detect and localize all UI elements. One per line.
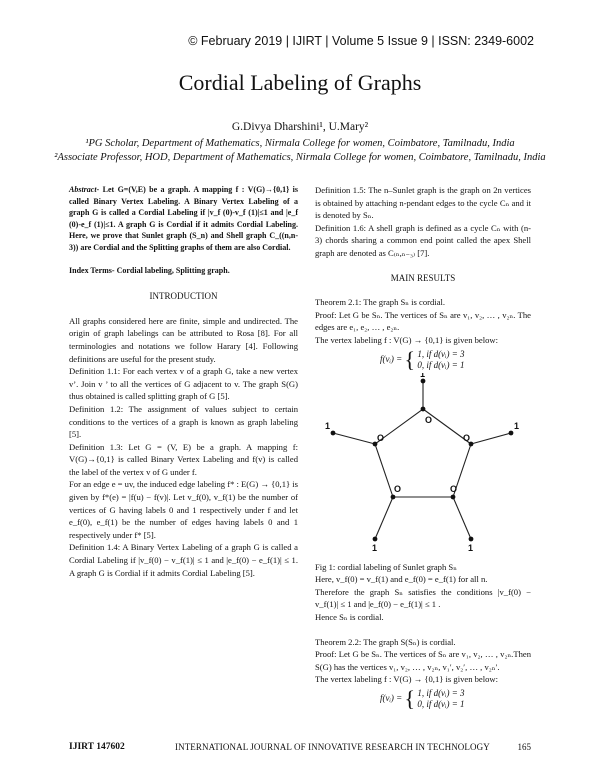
vertex-label-1: 1 bbox=[372, 542, 378, 553]
pendant-edge bbox=[471, 433, 511, 444]
figure-text-3: Hence Sₙ is cordial. bbox=[315, 611, 384, 622]
abstract-label: Abstract- bbox=[69, 185, 100, 194]
affiliation-2: ²Associate Professor, HOD, Department of Mathematics, Nirmala College for women, Coimbatore, Tamilnadu, India bbox=[54, 152, 546, 163]
paper-authors: G.Divya Dharshini¹, U.Mary² bbox=[231, 121, 369, 133]
theorem-2-2-proof: Proof: Let G be Sₙ. The vertices of Sₙ are v₁, v₂, … , v₂ₙ.Then S(G) has the vertices v₁, v₂, … , v₂ₙ, v₁′, v₂′, … , v₂ₙ′. bbox=[315, 649, 531, 672]
pendant-vertex bbox=[509, 430, 514, 435]
pendant-edge bbox=[375, 497, 393, 539]
affiliation-1: ¹PG Scholar, Department of Mathematics, Nirmala College for women, Coimbatore, Tamilnadu, India bbox=[85, 138, 515, 149]
theorem-2-1-labeling-intro: The vertex labeling f : V(G) → {0,1} is given below: bbox=[315, 334, 499, 345]
right-column bbox=[315, 184, 531, 712]
vertex-label-1: 1 bbox=[514, 420, 520, 431]
cycle-vertex bbox=[451, 494, 456, 499]
theorem-2-2-labeling-intro: The vertex labeling f : V(G) → {0,1} is given below: bbox=[315, 674, 499, 685]
figure-text-1: Here, v_f(0) = v_f(1) and e_f(0) = e_f(1) for all n. bbox=[315, 574, 488, 585]
labeling-formula-2 bbox=[315, 685, 531, 711]
figure-caption: Fig 1: cordial labeling of Sunlet graph Sₙ bbox=[315, 561, 457, 572]
formula-case-1: 1, if d(vᵢ) = 3 bbox=[417, 348, 465, 359]
sunlet-graph-svg bbox=[315, 373, 531, 591]
page-header-citation: © February 2019 | IJIRT | Volume 5 Issue 9 | ISSN: 2349-6002 bbox=[188, 34, 534, 48]
formula-case-2: 0, if d(vᵢ) = 1 bbox=[417, 698, 465, 709]
vertex-label-1: 1 bbox=[468, 542, 474, 553]
pendant-edge bbox=[333, 433, 375, 444]
vertex-label-0: O bbox=[450, 483, 458, 494]
formula-case-1: 1, if d(vᵢ) = 3 bbox=[417, 687, 465, 698]
main-results-heading: MAIN RESULTS bbox=[390, 272, 456, 283]
formula-lhs: f(vᵢ) = bbox=[380, 692, 403, 703]
definition-1-5: Definition 1.5: The n–Sunlet graph is the graph on 2n vertices is obtained by attaching n-pendant edges to the cycle Cₙ and it is denoted by Sₙ. bbox=[315, 185, 531, 221]
labeling-formula-1 bbox=[315, 346, 531, 372]
formula-case-2: 0, if d(vᵢ) = 1 bbox=[417, 359, 465, 370]
abstract bbox=[69, 184, 298, 254]
index-terms: Index Terms- Cordial labeling, Splitting graph. bbox=[69, 265, 230, 275]
formula-brace: { bbox=[404, 685, 416, 711]
pendant-vertex bbox=[331, 430, 336, 435]
paper-title: Cordial Labeling of Graphs bbox=[178, 70, 422, 95]
pendant-vertex bbox=[421, 378, 426, 383]
journal-name: INTERNATIONAL JOURNAL OF INNOVATIVE RESEARCH IN TECHNOLOGY bbox=[175, 742, 490, 752]
pendant-vertex bbox=[469, 536, 474, 541]
vertex-label-0: O bbox=[377, 432, 385, 443]
definition-1-3-continued: For an edge e = uv, the induced edge labeling f* : E(G) → {0,1} is given by f*(e) = |f(u) − f(v)|. Let v_f(0), v_f(1) be the number of vertices of G having labels 0 and 1 respectively under f and let e_f(0), e_f(1) be the number of edges having labels 0 and 1 respectively under f* [5]. bbox=[69, 479, 298, 540]
theorem-2-1-proof: Proof: Let G be Sₙ. The vertices of Sₙ are v₁, v₂, … , v₂ₙ. The edges are e₁, e₂, … , e₂ₙ. bbox=[315, 309, 531, 333]
vertex-label-1: 1 bbox=[420, 372, 426, 379]
definition-1-4: Definition 1.4: A Binary Vertex Labeling of a graph G is called a Cordial Labeling if |v_f(0) − v_f(1)| ≤ 1 and |e_f(0) − e_f(1)| ≤ 1. A graph G is Cordial if it admits Cordial Labeling [5]. bbox=[69, 542, 298, 578]
definition-1-6: Definition 1.6: A shell graph is defined as a cycle Cₙ with (n-3) chords sharing a common end point called the apex Shell graph are denoted as C₍ₙ,ₙ₋₃₎ [7]. bbox=[315, 222, 531, 258]
cycle-vertex bbox=[421, 406, 426, 411]
formula-lhs: f(vᵢ) = bbox=[380, 353, 403, 364]
left-column bbox=[69, 184, 298, 579]
introduction-heading: INTRODUCTION bbox=[149, 291, 218, 302]
definition-1-2: Definition 1.2: The assignment of values subject to certain conditions to the vertices of a graph is known as graph labeling [5]. bbox=[69, 403, 298, 440]
pendant-vertex bbox=[373, 536, 378, 541]
intro-paragraph: All graphs considered here are finite, simple and undirected. The origin of graph labelings can be attributed to Rosa [8]. For all terminologies and notations we follow Harary [4]. Following definitions are useful for the present study. bbox=[69, 315, 298, 364]
page-number: 165 bbox=[517, 742, 531, 752]
pendant-edge bbox=[453, 497, 471, 539]
definition-1-1: Definition 1.1: For each vertex v of a graph G, take a new vertex v’. Join v ’ to all the vertices of G adjacent to v. The graph S(G) thus obtained is called splitting graph of G [5]. bbox=[69, 366, 298, 402]
theorem-2-2: Theorem 2.2: The graph S(Sₙ) is cordial. bbox=[315, 636, 456, 647]
journal-id: IJIRT 147602 bbox=[69, 742, 125, 752]
vertex-label-0: O bbox=[394, 483, 402, 494]
vertex-label-0: O bbox=[425, 414, 433, 425]
figure-text-2: Therefore the graph Sₙ satisfies the conditions |v_f(0) − v_f(1)| ≤ 1 and |e_f(0) − e_f(1)| ≤ 1 . bbox=[315, 586, 531, 610]
cycle-vertex bbox=[391, 494, 396, 499]
abstract-text: Let G=(V,E) be a graph. A mapping f : V(G)→{0,1} is called Binary Vertex Labeling. A Binary Vertex Labeling of a graph G is called a Cordial Labeling if |v_f (0)-v_f (1)|≤1 and |e_f (0)-e_f (1)|≤1. A graph G is Cordial if it admits Cordial Labeling. Here, we prove that Sunlet graph (S_n) and Shell graph C_((n,n-3)) are Cordial and the Splitting graphs of them are also Cordial. bbox=[69, 185, 298, 252]
sunlet-graph-figure bbox=[315, 373, 531, 591]
definition-1-3: Definition 1.3: Let G = (V, E) be a graph. A mapping f: V(G)→{0,1} is called Binary Vertex Labeling and f(v) is called the label of the vertex v of G under f. bbox=[69, 441, 298, 477]
vertex-label-1: 1 bbox=[325, 420, 331, 431]
formula-brace: { bbox=[404, 346, 416, 372]
vertex-label-0: O bbox=[463, 432, 471, 443]
theorem-2-1: Theorem 2.1: The graph Sₙ is cordial. bbox=[315, 297, 446, 308]
